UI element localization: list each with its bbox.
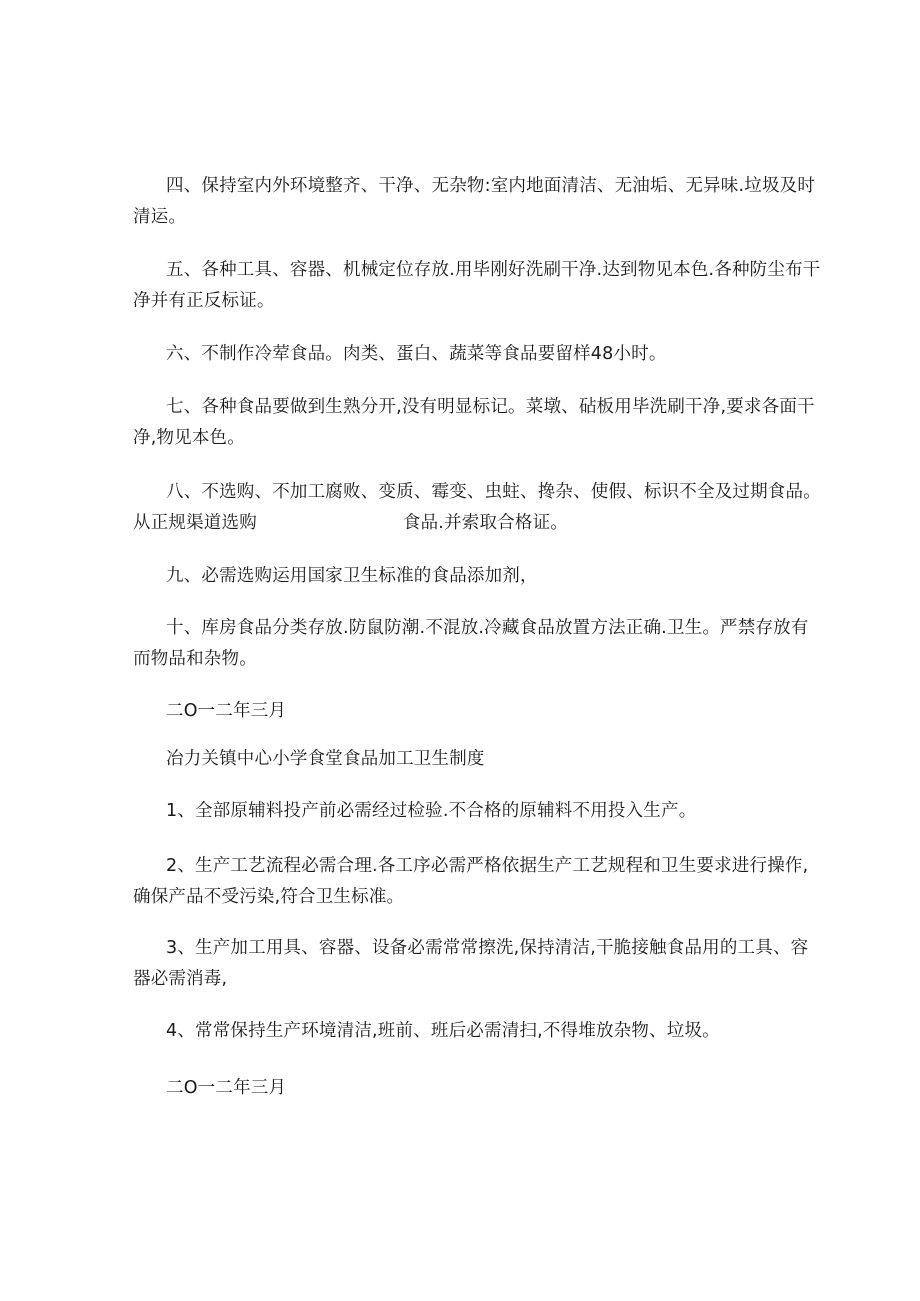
rule-1-line-1: 1、全部原辅料投产前必需经过检验.不合格的原辅料不用投入生产。	[166, 801, 697, 821]
date-1: 二O一二年三月	[166, 701, 287, 721]
item-8-line-2	[133, 512, 568, 534]
item-7-line-2: 净,物见本色。	[133, 428, 245, 448]
rule-3-line-1: 3、生产加工用具、容器、设备必需常常擦洗,保持清洁,干脆接触食品用的工具、容	[166, 938, 809, 958]
item-4-line-1: 四、保持室内外环境整齐、干净、无杂物:室内地面清洁、无油垢、无异味.垃圾及时	[166, 176, 816, 196]
item-10-line-1: 十、库房食品分类存放.防鼠防潮.不混放.冷藏食品放置方法正确.卫生。严禁存放有	[166, 618, 809, 638]
rule-2-line-1: 2、生产工艺流程必需合理.各工序必需严格依据生产工艺规程和卫生要求进行操作,	[166, 856, 809, 876]
item-8-line-2-part-2: 食品.并索取合格证。	[402, 513, 568, 533]
item-8-line-2-part-1: 从正规渠道选购	[133, 513, 257, 533]
item-5-line-1: 五、各种工具、容器、机械定位存放.用毕刚好洗刷干净.达到物见本色.各种防尘布干	[166, 260, 821, 280]
rule-2-line-2: 确保产品不受污染,符合卫生标准。	[133, 887, 405, 907]
item-8-line-1: 八、不选购、不加工腐败、变质、霉变、虫蛀、搀杂、使假、标识不全及过期食品。	[166, 482, 821, 502]
item-9-line-1: 九、必需选购运用国家卫生标准的食品添加剂，	[166, 566, 538, 586]
section-title-2: 冶力关镇中心小学食堂食品加工卫生制度	[166, 749, 485, 769]
item-10-line-2: 而物品和杂物。	[133, 649, 257, 669]
rule-3-line-2: 器必需消毒,	[133, 969, 228, 989]
date-2: 二O一二年三月	[166, 1078, 287, 1098]
item-4-line-2: 清运。	[133, 207, 187, 227]
item-7-line-1: 七、各种食品要做到生熟分开,没有明显标记。菜墩、砧板用毕洗刷干净,要求各面干	[166, 397, 815, 417]
item-5-line-2: 净并有正反标证。	[133, 291, 275, 311]
item-6-line-1: 六、不制作冷荤食品。肉类、蛋白、蔬菜等食品要留样48小时。	[166, 344, 667, 364]
rule-4-line-1: 4、常常保持生产环境清洁,班前、班后必需清扫,不得堆放杂物、垃圾。	[166, 1021, 720, 1041]
